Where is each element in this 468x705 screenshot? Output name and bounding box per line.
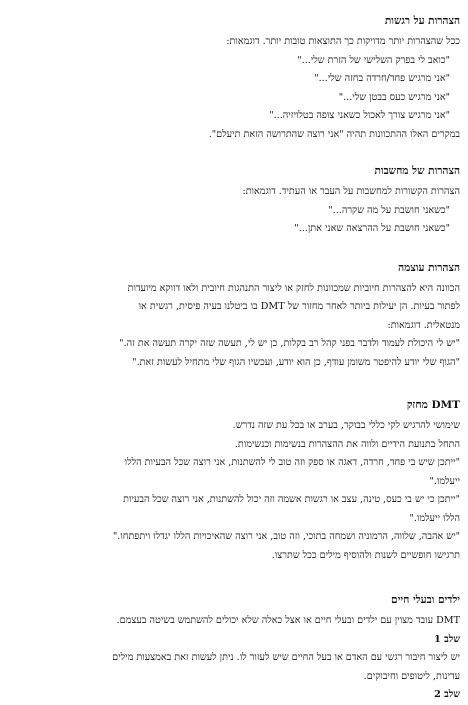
section-dmt-strengthening <box>10 398 460 565</box>
section-heading: DMT מחזק <box>406 399 460 411</box>
paragraph-line: מנטאלית. דוגמאות: <box>387 319 460 331</box>
example-line: "אני מרגיש כעס בבטן שלי..." <box>338 91 450 103</box>
example-line: "יש לי היכולת לעמוד ולדבר בפני קהל רב בקלות, כן יש לי, תעשה שזה יקרה תעשה את זה." <box>119 338 460 349</box>
paragraph-line: שימושי להרגיש לקי כללי בבוקר, בערב או בכל עת שזה נדרש. <box>232 420 460 431</box>
section-power-statements <box>10 261 460 373</box>
step-label: שלב 2 <box>434 689 460 700</box>
paragraph-line: הצהרות הקשורות למחשבות על העבר או העתיד. דוגמאות: <box>242 186 460 197</box>
section-heading: הצהרות של מחשבות <box>374 165 460 177</box>
section-heading: ילדים ובעלי חיים <box>391 594 460 606</box>
paragraph-line: עדינות, ליטופים וחיבוקים. <box>363 670 460 682</box>
section-emotions <box>10 14 460 144</box>
section-thoughts <box>10 164 460 239</box>
example-line: ייעלמו." <box>429 475 460 487</box>
section-heading: הצהרות על רגשות <box>384 15 460 27</box>
example-line: "כואב לי בפרק השלישי של הזרת שלי..." <box>297 54 450 66</box>
paragraph-line: ככל שהצהרות יותר מדויקות כך התוצאות טובות יותר. דוגמאות: <box>226 36 460 47</box>
example-line: הללו ייעלמו." <box>409 512 460 524</box>
step-label: שלב 1 <box>434 633 460 645</box>
example-line: "כשאני חושבת על מה שקרה..." <box>328 204 450 216</box>
paragraph-line: התחל בתנועת הידיים ולווה את ההצהרות בנשימות וכנשימות. <box>234 438 460 450</box>
example-line: "אני מרגיש פחד/חרדה בחזה שלי..." <box>314 73 450 84</box>
paragraph-line: במקרים האלו ההתכוונות תהיה "אני רוצה שהתרושה הזאת תיעלם". <box>208 128 460 140</box>
section-heading: הצהרות עוצמה <box>398 261 460 274</box>
example-line: "אני מרגיש צורך לאכול כשאני צופה בטלויזיה..." <box>269 110 450 121</box>
example-line: "יש אהבה, שלווה, הרמוניה ושמחה בתוכי, וזה טוב, אני רוצה שהאיכויות הללו יגדלו ויתפתחו." <box>112 531 460 542</box>
paragraph-line: תרגישו חופשיים לשנות ולהוסיף מילים ככל שתרצו. <box>271 549 460 561</box>
example-line: "ייתכן שיש בי פחד, חרדה, דאגה או ספק וזה טוב לי להשתנות, אני רוצה שכל הבעיות הללו <box>124 457 460 468</box>
example-line: "ייתכן כי יש בי כעס, טינה, עצב או רגשות אשמה וזה יכול להשתנות, אני רוצה שכל הבעיות <box>123 494 460 505</box>
paragraph-line: לפתור בעיות. הן יעילות ביותר לאחר מחזור של DMT בו ביטלנו בעיה פיסית, רגשית או <box>138 301 460 312</box>
paragraph-line: יש ליצור חיבור רגשי עם האדם או בעל החיים שיש לעזור לו. ניתן לעשות זאת באמצעות מילים <box>112 652 460 663</box>
paragraph-line: הכוונה היא להצהרות חיוביות שמכוונות לחזק או ליצור התנהגות חיובית ולאו דווקא מיועדות <box>127 282 460 294</box>
example-line: "הגוף שלי יודע להיפטר משומן עודף, כן הוא יודע, ועכשיו הגוף שלי מתחיל לעשות זאת." <box>132 356 460 368</box>
section-children-animals <box>10 593 460 705</box>
example-line: "כשאני חושבת על ההרצאה שאני אתן..." <box>294 223 450 234</box>
paragraph-line: DMT עובד מצוין עם ילדים ובעלי חיים או אצל כאלה שלא יכולים להשתמש בשיטה בעצמם. <box>116 615 460 626</box>
